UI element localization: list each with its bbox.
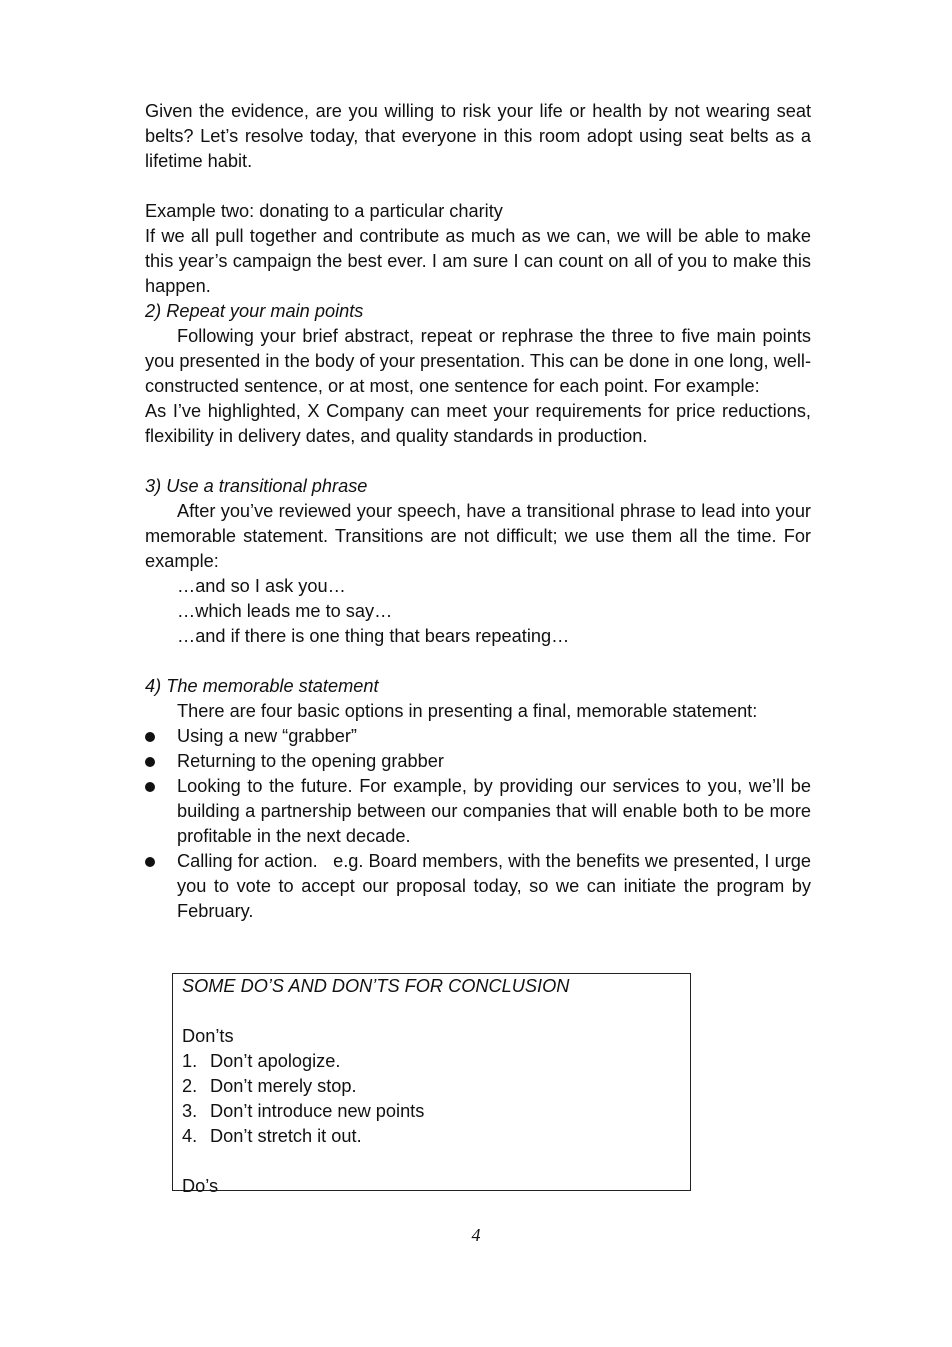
- section-2-example: As I’ve highlighted, X Company can meet your requirements for price reductions, flexibility in delivery dates, and quality standards in production.: [145, 401, 811, 446]
- donts-heading: Don’ts: [182, 1026, 234, 1046]
- list-item-text: Returning to the opening grabber: [177, 751, 444, 771]
- bullet-icon: [145, 757, 155, 767]
- document-body: [145, 99, 817, 924]
- list-item-text: Don’t apologize.: [210, 1051, 341, 1071]
- list-number: 1.: [182, 1051, 198, 1071]
- list-item: [145, 774, 811, 849]
- list-item-text: Don’t merely stop.: [210, 1076, 357, 1096]
- list-item-text: Don’t stretch it out.: [210, 1126, 362, 1146]
- list-item-text: Calling for action. e.g. Board members, with the benefits we presented, I urge you to vote to accept our proposal today, so we can initiate the program by February.: [177, 851, 817, 921]
- transition-example: …and if there is one thing that bears repeating…: [177, 626, 570, 646]
- dos-and-donts-box: [172, 973, 691, 1196]
- transition-example: …and so I ask you…: [177, 576, 346, 596]
- section-3-heading: 3) Use a transitional phrase: [145, 476, 368, 496]
- list-item: [182, 1049, 690, 1074]
- section-4-intro: There are four basic options in presenting a final, memorable statement:: [177, 701, 758, 721]
- transition-example: …which leads me to say…: [177, 601, 393, 621]
- list-item: [145, 849, 817, 924]
- list-number: 2.: [182, 1076, 198, 1096]
- section-4-heading: 4) The memorable statement: [145, 676, 379, 696]
- spacer: [145, 449, 811, 474]
- dos-heading: Do’s: [182, 1176, 219, 1196]
- list-item-text: Looking to the future. For example, by providing our services to you, we’ll be building a partnership between our companies that will enable both to be more profitable in the next decade.: [177, 776, 811, 846]
- intro-paragraph: Given the evidence, are you willing to risk your life or health by not wearing seat belts? Let’s resolve today, that everyone in this room adopt using seat belts as a lifetime habit.: [145, 101, 811, 171]
- list-item: [145, 749, 811, 774]
- list-item-text: Don’t introduce new points: [210, 1101, 425, 1121]
- section-2-body: Following your brief abstract, repeat or rephrase the three to five main points you presented in the body of your presentation. This can be done in one long, well-constructed sentence, or at most, one sentence for each point. For example:: [145, 326, 811, 396]
- spacer: [145, 649, 811, 674]
- example-two-text: If we all pull together and contribute as much as we can, we will be able to make this year’s campaign the best ever. I am sure I can count on all of you to make this happen.: [145, 226, 811, 296]
- section-3-body: After you’ve reviewed your speech, have a transitional phrase to lead into your memorable statement. Transitions are not difficult; we use them all the time. For example:: [145, 501, 811, 571]
- page-number: 4: [471, 1225, 481, 1245]
- spacer: [182, 1149, 690, 1174]
- bullet-icon: [145, 782, 155, 792]
- spacer: [182, 999, 690, 1024]
- donts-list: [182, 1049, 690, 1149]
- bullet-icon: [145, 732, 155, 742]
- bullet-icon: [145, 857, 155, 867]
- list-number: 4.: [182, 1126, 198, 1146]
- list-item-text: Using a new “grabber”: [177, 726, 357, 746]
- box-title: SOME DO’S AND DON’TS FOR CONCLUSION: [182, 976, 570, 996]
- list-item: [182, 1124, 690, 1149]
- list-item: [182, 1099, 690, 1124]
- section-2-heading: 2) Repeat your main points: [145, 301, 364, 321]
- list-number: 3.: [182, 1101, 198, 1121]
- example-two-heading: Example two: donating to a particular charity: [145, 201, 503, 221]
- list-item: [145, 724, 811, 749]
- memorable-statement-options: [145, 724, 817, 924]
- spacer: [145, 174, 811, 199]
- list-item: [182, 1074, 690, 1099]
